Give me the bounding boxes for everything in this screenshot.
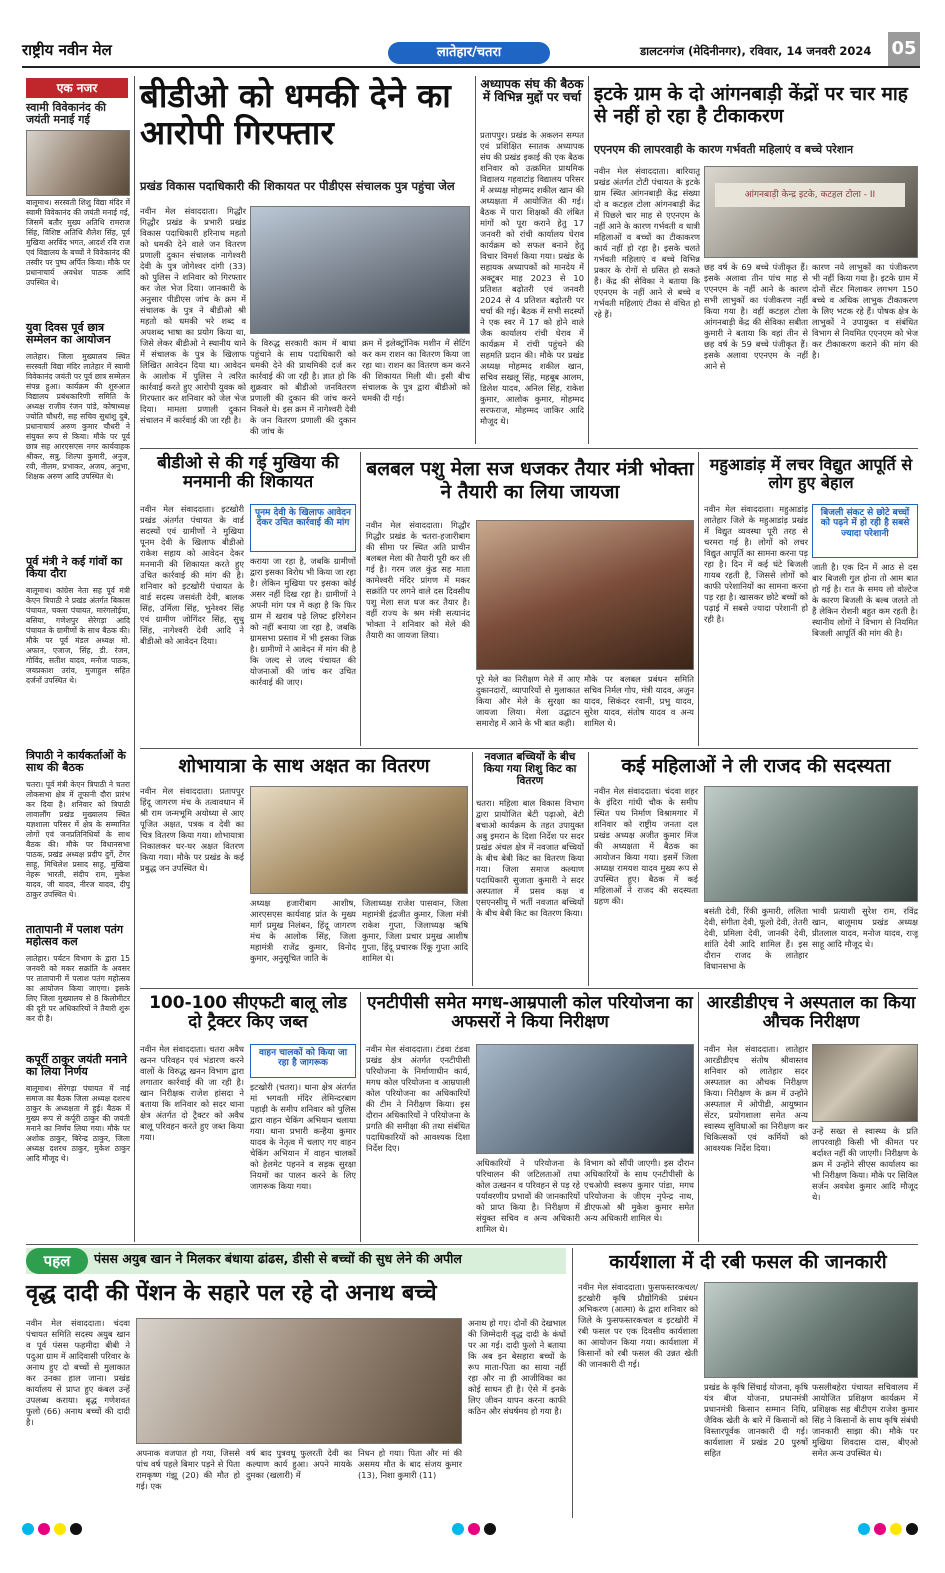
column-divider xyxy=(134,76,135,1242)
story-text: पूरे मेले का निरीक्षण मेले में आए दुकानदारों, व्यापारियों से मुलाकात किया और मेले के सुरक्षा का जायजा लिया। मेला उद्घाटन समारोह में आने के भी बात कही। xyxy=(476,674,580,728)
story-text: नवीन मेल संवाददाता। चंदवा पंचायत समिति सदस्य अयुब खान व पूर्व पंसस फहमीदा बीबी ने पदुआ ग्राम में आदिवासी परिवार के अनाथ हुए दो बच्चों से मुलाकात कर उनका हाल जाना। प्रखंड कार्यालय से प्राप्त हुए कंबल उन्हें उपलब्ध कराया। बृद्ध गणेशवत फुलो (66) अनाथ बच्चों की दादी है। xyxy=(26,1318,130,1427)
section-divider xyxy=(140,448,918,449)
info-box xyxy=(250,1044,356,1078)
brief-text: बालूमाथ। सेरेगड़ा पंचायत में नाई समाज का बैठक जिला अध्यक्ष दशरथ ठाकुर के अध्यक्षता में हुई। बैठक में मुख्य रूप से कर्पूरी ठाकुर की जयंती मनाने का निर्णय लिया गया। मौके पर अशोक ठाकुर, बिरेन्द्र ठाकुर, जिला अध्यक्ष दशरथ ठाकुर, मुकेश ठाकुर आदि मौजूद थे। xyxy=(26,1084,130,1163)
brief-head: तातापानी में पलाश पतंग महोत्सव कल xyxy=(26,923,124,949)
brief-text: लातेहार। जिला मुख्यालय स्थित सरस्वती विद्या मंदिर लातेहार में स्वामी विवेकानंद जयंती पर पूर्व छात्र सम्मेलन संपन्न हुआ। कार्यक्रम की शुरुआत विद्यालय प्रबंधकारिणी समिति के अध्यक्ष राजीव रंजन पांडे, कोषाध्यक्ष ज्योति चौधरी, सह सचिव सुधांशु दुबे, प्रधानाचार्य अरुण कुमार चौधरी ने संयुक्त रूप से किया। मौके पर पूर्व छात्र सह आरएसएस नगर कार्यवाहक श्रीकर, सत्रु, शिल्पा कुमारी, अनुज, रवी, नीलम, प्रभाकर, अजय, अनुभा, शिक्षक अरुण आदि उपस्थित थे। xyxy=(26,352,130,481)
brief-photo xyxy=(26,130,130,196)
story-headline: कार्यशाला में दी रबी फसल की जानकारी xyxy=(609,1251,887,1273)
edition-label: लातेहार/चतरा xyxy=(388,42,550,64)
story-text: नवीन मेल संवाददाता। महुआडांड़ लातेहार जिले के महुआडांड़ प्रखंड में विद्युत व्यवस्था पूरी तरह से चरमरा गई है। लोगों को लचर विद्युत आपूर्ति का सामना करना पड़ रहा है। दिन में कई घंटे बिजली गायब रहती है, जिससे लोगों को काफी परेशानियों का सामना करना पड़ रहा है। खासकर छोटे बच्चों को पढ़ाई में सबसे ज्यादा परेशानी हो रही है। xyxy=(704,504,808,624)
story-text: निधन हो गया। पिता और मां की असमय मौत के बाद संजय कुमार (13), निशा कुमारी (11) xyxy=(358,1448,462,1480)
story-text: मौके पर बलबल प्रबंधन समिति सचिव निर्मल गोप, मंत्री यादव, अजुन यादव, सिकंदर रवानी, प्रभु यादव, सुरेश यादव, संतोष यादव व अन्य शामिल थे। xyxy=(584,674,694,728)
column-divider xyxy=(472,752,473,986)
story-headline: एनटीपीसी समेत मगध-आम्रपाली कोल परियोजना का अफसरों ने किया निरीक्षण xyxy=(367,993,693,1033)
magenta-dot-icon xyxy=(38,1523,50,1535)
story-text: जिलाध्यक्ष राजेश पासवान, जिला महामंत्री इंद्रजीत कुमार, जिला मंत्री राकेश गुप्ता, जिलाध्यक्ष ऋषि कुमार, जिला प्रचार प्रमुख आशीष गुप्ता, हिंदू प्रचारक रिंकू गुप्ता आदि शामिल थे। xyxy=(362,898,468,963)
story-text: नवीन मेल संवाददाता। फुसफस्तरकचल/इटखोरी कृषि प्रौद्योगिकी प्रबंधन अभिकरण (आत्मा) के द्वारा शनिवार को जिले के फुसफस्तरकचल व इटखोरी में रबी फसल पर एक दिवसीय कार्यशाला का आयोजन किया गया। कार्यशाला में किसानों को रबी फसल की उन्नत खेती की जानकारी दी गई। xyxy=(578,1282,698,1369)
story-text: के विरुद्ध सरकारी काम में बाधा पहुंचाने के साथ पदाधिकारी को धमकी देने की प्राथमिकी दर्ज कर कार्रवाई की जा रही है। ज्ञात हो कि शुक्रवार को बीडीओ जनवितरण प्रणाली की दुकान की जांच करने निकले थे। इस क्रम में नागेश्वरी देवी के जन वितरण प्रणाली की दुकान की जांच के xyxy=(250,338,356,436)
brief-text: लातेहार। पर्यटन विभाग के द्वारा 15 जनवरी को मकर सक्रांति के अवसर पर तातापानी में पलाश पतंग महोत्सव का आयोजन किया जाएगा। इसके लिए जिला मुख्यालय से 8 किलोमीटर की दूरी पर अधिकारियों ने तैयारी शुरू कर दी है। xyxy=(26,954,130,1023)
section-divider xyxy=(140,748,918,749)
yellow-dot-icon xyxy=(890,1523,902,1535)
story-text: विभाग को सौंपी जाएगी। इस दौरान अधिकारियों के साथ एनटीपीसी के एचओपी स्वरूप कुमार पांडा, मगध परियोजना के जीएम नृपेन्द्र नाथ, डीएफओ श्री मुकेश कुमार समेत अन्य अधिकारी शामिल थे। xyxy=(584,1158,694,1223)
story-headline: 100-100 सीएफटी बालू लोड दो ट्रैक्टर किए जब्त xyxy=(149,993,347,1033)
story-photo xyxy=(812,1044,918,1122)
story-text: कराया जा रहा है, जबकि ग्रामीणों द्वारा इसका विरोध भी किया जा रहा है। लेकिन मुखिया पर इसका कोई असर नहीं दिख रहा है। ग्रामीणों ने अपनी मांग पत्र में कहा है कि फिर ग्राम में खराब पड़े लिफ्ट इरिगेशन को नहीं बनाया जा रहा है, जबकि ग्रामसभा प्रस्ताव में भी इसका जिक्र है। ग्रामीणों ने आवेदन में मांग की है कि जल्द से जल्द पंचायत की योजनाओं की जांच कर उचित कार्रवाई की जाए। xyxy=(250,556,356,687)
black-dot-icon xyxy=(484,1523,496,1535)
story-headline: आरडीडीएच ने अस्पताल का किया औचक निरीक्षण xyxy=(706,993,916,1033)
story-headline: इटके ग्राम के दो आंगनबाड़ी केंद्रों पर चार माह से नहीं हो रहा है टीकाकरण xyxy=(594,83,908,127)
story-text: नवीन मेल संवाददाता। गिद्धौर गिद्धौर प्रखंड के चतरा-हजारीबाग की सीमा पर स्थित अति प्राचीन बलबल मेला की तैयारी पूरी कर ली गई है। गरम जल कुंड सह माता कामेश्वरी मंदिर प्रांगण में मकर सक्रांति पर लगने वाले दस दिवसीय पशु मेला सज धज कर तैयार है। वहीं राज्य के श्रम मंत्री सत्यानंद भोक्ता ने शनिवार को मेले की तैयारी का जायजा लिया। xyxy=(366,520,470,640)
story-text: उन्हें सख्त से स्वास्थ्य के प्रति लापरवाही किसी भी कीमत पर बर्दाश्त नहीं की जाएगी। निरीक्षण के क्रम में उन्होंने सीएस कार्यालय का भी निरीक्षण किया। मौके पर सिविल सर्जन अवधेश कुमार आदि मौजूद थे। xyxy=(812,1126,918,1202)
story-photo xyxy=(704,786,918,902)
page-number: 05 xyxy=(888,32,920,66)
story-headline: महुआडांड़ में लचर विद्युत आपूर्ति से लोग हुए बेहाल xyxy=(709,455,913,492)
info-box-head: बिजली संकट से छोटे बच्चों को पढ़ने में हो रही है सबसे ज्यादा परेशानी xyxy=(820,508,910,539)
brief-text: बालूमाथ। सरस्वती शिशु विद्या मंदिर में स्वामी विवेकानंद की जयंती मनाई गई, जिसमें बतौर मुख्य अतिथि रामराज सिंह, विशिष्ट अतिथि शैलेश सिंह, पूर्व मुखिया अरविंद भगत, आदर्श रवि राज एवं विद्यालय के बच्चों ने विवेकानंद की तस्वीर पर पुष्प अर्पित किया। मौके पर प्रधानाचार्य अवधेश पाठक आदि उपस्थित थे। xyxy=(26,198,130,287)
magenta-dot-icon xyxy=(874,1523,886,1535)
story-text: छह वर्ष के 69 बच्चे पंजीकृत हैं। इसके अलावा तीन पांच माह से एएनएम के नहीं आने के कारण सभी लाभुकों का पंजीकरण नहीं किया गया है। वहीं कटहल टोला आंगनबाड़ी केंद्र की सेविका सबीता कुमारी ने बताया कि वहां तीन से छह वर्ष के 59 बच्चे पंजीकृत हैं। इसके अलावा एएनएम के नहीं आने से xyxy=(704,262,808,371)
column-divider xyxy=(698,992,699,1242)
cyan-dot-icon xyxy=(452,1523,464,1535)
magenta-dot-icon xyxy=(468,1523,480,1535)
story-headline: बीडीओ को धमकी देने का आरोपी गिरफ्तार xyxy=(140,76,451,152)
story-photo xyxy=(704,1282,918,1378)
story-headline: बीडीओ से की गई मुखिया की मनमानी की शिकायत xyxy=(157,453,339,493)
column-divider xyxy=(588,76,589,444)
story-text: नवीन मेल संवाददाता। बारियातू प्रखंड अंतर्गत टोटी पंचायत के इटके ग्राम स्थित आंगनबाड़ी केंद्र संख्या दो व कटहल टोला आंगनबाड़ी केंद्र में पिछले चार माह से एएनएम के नहीं आने के कारण गर्भवती व धात्री महिलाओं व बच्चों का टीकाकरण कार्य नहीं हो रहा है। इसके चलते गर्भवती महिलाएं व बच्चे विभिन्न प्रकार के रोगों से ग्रसित हो सकते हैं। केंद्र की सेविका ने बताया कि एएनएम के नहीं आने से बच्चे व गर्भवती महिलाएं टीका से वंचित हो रहे हैं। xyxy=(594,166,700,319)
pahal-strap: पंसस अयुब खान ने मिलकर बंधाया ढांढस, डीसी से बच्चों की सुध लेने की अपील xyxy=(94,1251,462,1266)
column-divider xyxy=(588,752,589,986)
story-headline: शोभायात्रा के साथ अक्षत का वितरण xyxy=(178,755,430,777)
story-text: प्रखंड के कृषि सिंचाई योजना, कृषि यंत्र बीज योजना, प्रधानमंत्री प्रधानमंत्री किसान सम्मान निधि, जैविक खेती के बारे में किसानों को विस्तारपूर्वक जानकारी दी गई। कार्यशाला में प्रखंड 20 पुरुषों सहित xyxy=(704,1382,808,1458)
story-subhead: प्रखंड विकास पदाधिकारी की शिकायत पर पीडीएस संचालक पुत्र पहुंचा जेल xyxy=(140,179,455,193)
story-headline: कई महिलाओं ने ली राजद की सदस्यता xyxy=(621,755,891,777)
story-text: प्रतापपुर। प्रखंड के अकलन सम्पत एवं प्रशिक्षित स्नातक अध्यापक संघ की प्रखंड इकाई की एक बैठक शनिवार को उत्क्रमित प्राथमिक विद्यालय गहवाटांड़ विद्यालय परिसर में अध्यक्ष मोहम्मद शकील खान की अध्यक्षता में आयोजित की गई। बैठक में पारा शिक्षकों की लंबित मांगों को पूरा कराने हेतु 17 जनवरी को रांची कार्यालय घेराव कार्यक्रम को सफल बनाने हेतु विचार विमर्श किया गया। प्रखंड के सहायक अध्यापकों को मानदेय में अक्टूबर माह 2023 से 10 प्रतिशत बढ़ोतरी एवं जनवरी 2024 से 4 प्रतिशत बढ़ोतरी पर चर्चा की गई। बैठक में सभी सदस्यों ने एक स्वर में 17 को होने वाले जैक कार्यालय रांची घेराव में कार्यक्रम में रांची पहुंचने की सहमति प्रदान की। मौके पर प्रखंड अध्यक्ष मोहम्मद शकील खान, सचिव सखलू सिंह, महबूब आलम, डिलेश यादव, अनिल सिंह, राकेश कुमार, आलोक कुमार, मोहम्मद सरफराज, मोहम्मद जाकिर आदि मौजूद थे। xyxy=(480,130,584,426)
info-box xyxy=(250,504,356,552)
column-divider xyxy=(698,452,699,746)
info-box-head: वाहन चालकों को किया जा रहा है जागरूक xyxy=(258,1048,348,1069)
section-divider xyxy=(140,988,918,989)
story-text: नवीन मेल संवाददाता। चतरा अवैध खनन परिवहन एवं भंडारण करने वालों के विरुद्ध खनन विभाग द्वारा लगातार कार्रवाई की जा रही है। खान निरीक्षक राजेश हांसदा ने बताया कि शनिवार को सदर थाना क्षेत्र अंतर्गत दो ट्रैक्टर को अवैध बालू परिवहन करते हुए जब्त किया गया। xyxy=(140,1044,244,1142)
cyan-dot-icon xyxy=(858,1523,870,1535)
black-dot-icon xyxy=(70,1523,82,1535)
story-text: अनाथ हो गए। दोनों की देखभाल की जिम्मेदारी वृद्ध दादी के कंधों पर आ गई। दादी फुलो ने बताया कि अब इन बेसहारा बच्चों के रूप माता-पिता का साया नहीं रहा और ना ही आजीविका का कोई साधन ही है। ऐसे में इनके लिए जीवन यापन करना काफी कठिन और संघर्षमय हो गया है। xyxy=(468,1318,566,1416)
story-text: फसलीबहेरा पंचायत सचिवालय में आयोजित प्रशिक्षण कार्यक्रम में प्रशिक्षक सह बीटीएम राजेश कुमार सिंह ने किसानों के साथ कृषि संबंधी जानकारी साझा की। मौके पर मुखिया शिवदास दास, बीएओ समेत अन्य उपस्थित थे। xyxy=(812,1382,918,1458)
brief-head: कपूर्री ठाकुर जयंती मनाने का लिया निर्णय xyxy=(26,1053,128,1079)
column-divider xyxy=(360,992,361,1242)
story-text: अपनाक वजपात हो गया, जिससे पांच वर्ष पहले बिमार पड़ने से पिता रामकृष्ण गंझू (20) की मौत हो गई। एक xyxy=(136,1448,240,1491)
newspaper-logo: राष्ट्रीय नवीन मेल xyxy=(22,41,112,59)
story-text: क्रम में इलेक्ट्रॉनिक मशीन में सेटिंग कर कम राशन का वितरण किया जा रहा था। राशन का वितरण कम करने की शिकायत मिली थी। इसी बीच संचालक के पुत्र द्वारा बीडीओ को धमकी दी गई। xyxy=(362,338,470,403)
story-photo xyxy=(250,206,470,334)
photo-sign: आंगनबाड़ी केन्द्र इटके, कटहल टोला - II xyxy=(715,183,905,207)
info-box-head: पूनम देवी के खिलाफ आवेदन देकर उचित कार्रवाई की मांग xyxy=(254,508,352,529)
story-photo xyxy=(704,166,918,258)
pahal-label: पहल xyxy=(26,1248,88,1274)
story-headline: बलबल पशु मेला सज धजकर तैयार मंत्री भोक्ता ने तैयारी का लिया जायजा xyxy=(366,458,694,503)
story-text: अध्यक्ष हजारीबाग आशीष, आरएसएस कार्यवाह प्रांत के मुख्य मार्ग प्रमुख निलंबन, हिंदू जागरण मंच के आलोक सिंह, जिला महामंत्री राजेंद्र कुमार, विनोद कुमार, अनुसूचित जाति के xyxy=(250,898,356,963)
story-text: वर्ष बाद पुत्रवधू फुलरती देवी का कल्याण कार्य हुआ। अपने मायके दुमका (खलारी) में xyxy=(246,1448,352,1480)
story-text: बसंती देवी, रिंकी कुमारी, ललिता देवी, संगीता देवी, फूलो देवी, तेतरी देवी, प्रमिला देवी, जानकी देवी, शांति देवी आदि शामिल हैं। इस दौरान राजद के लातेहार विधानसभा के xyxy=(704,906,808,971)
dateline: डालटनगंज (मेदिनीनगर), रविवार, 14 जनवरी 2024 xyxy=(640,44,872,58)
story-text: नवीन मेल संवाददाता। चंदवा शहर के इंदिरा गांधी चौक के समीप स्थित पथ निर्माण विश्रामगार में शनिवार को राष्ट्रीय जनता दल प्रखंड अध्यक्ष अजीत कुमार मिंज की अध्यक्षता में बैठक का आयोजन किया गया। इसमें जिला अध्यक्ष रामयश यादव मुख्य रूप से उपस्थित हुए। बैठक में कई महिलाओं ने राजद की सदस्यता ग्रहण की। xyxy=(594,786,698,906)
story-headline: अध्यापक संघ की बैठक में विभिन्न मुद्दों पर चर्चा xyxy=(480,77,584,105)
yellow-dot-icon xyxy=(54,1523,66,1535)
brief-text: चतरा। पूर्व मंत्री केएन त्रिपाठी ने चतरा लोकसभा क्षेत्र में तूफानी दौरा प्रारंभ कर दिया है। शनिवार को त्रिपाठी लावालौंग प्रखंड मुख्यालय स्थित यज्ञशाला परिसर में क्षेत्र के सम्मानित लोगों एवं जनप्रतिनिधियों के साथ बैठक की। मौके पर विधानसभा पाठक, प्रखंड अध्यक्ष प्रदीप दुर्गे, टेंगर साहू, मिथिलेश प्रसाद साहू, मुखिया नेहरू भारती, संदीप राम, मुकेश यादव, जी यादव, नीरज यादव, दीपू ठाकुर उपस्थित थे। xyxy=(26,780,130,899)
story-photo xyxy=(136,1318,462,1444)
story-text: चतरा। महिला बाल विकास विभाग द्वारा प्रायोजित बेटी पढ़ाओ, बेटी बचाओ कार्यक्रम के तहत उपायुक्त अबु इमरान के दिशा निर्देश पर सदर प्रखंड अंचल क्षेत्र में नवजात बच्चियों के बीच बेबी किट का वितरण किया गया। जिला समाज कल्याण पदाधिकारी सुजाता कुमारी ने सदर अस्पताल में प्रसव कक्ष व एसएनसीयू में भर्ती नवजात बच्चियों के बीच बेबी किट का वितरण किया। xyxy=(476,798,584,918)
brief-head: त्रिपाठी ने कार्यकर्ताओं के साथ की बैठक xyxy=(26,749,126,775)
story-text: जाती है। एक दिन में आठ से दस बार बिजली गुल होना तो आम बात हो गई है। रात के समय लो वोल्टेज के कारण बिजली के बल्ब जलते तो हैं लेकिन रोशनी बहुत कम रहती है। स्थानीय लोगों ने विभाग से नियमित बिजली आपूर्ति की मांग की है। xyxy=(812,562,918,638)
column-divider xyxy=(572,1248,573,1518)
print-registration-bar xyxy=(22,1522,920,1536)
story-photo xyxy=(476,1044,694,1154)
section-divider xyxy=(26,1244,918,1245)
story-text: अधिकारियों ने परियोजना के परिचालन की जटिलताओं तथा कोल उत्खनन व परिवहन से पड़ रहे पर्यावरणीय प्रभावों की जानकारियों को प्राप्त किया है। निरीक्षण में संयुक्त सचिव व अन्य अधिकारी शामिल थे। xyxy=(476,1158,580,1234)
story-photo xyxy=(250,786,468,894)
story-headline: नवजात बच्चियों के बीच किया गया शिशु किट का वितरण xyxy=(483,751,577,787)
story-text: भावी प्रत्याशी सुरेश राम, रविंद्र खान, बालूमाथ प्रखंड अध्यक्ष प्रीतलाल यादव, मनोज यादव, राजू साहू आदि मौजूद थे। xyxy=(812,906,918,949)
brief-head: पूर्व मंत्री ने कई गांवों का किया दौरा xyxy=(26,555,123,581)
story-text: नवीन मेल संवाददाता। टंडवा टंडवा प्रखंड क्षेत्र अंतर्गत एनटीपीसी परियोजना के निर्माणाधीन कार्य, मगध कोल परियोजना व आम्रपाली कोल परियोजना का अधिकारियों की टीम ने निरीक्षण किया। इस दौरान अधिकारियों ने परियोजना के प्रगति की समीक्षा की तथा संबंधित पदाधिकारियों को आवश्यक दिशा निर्देश दिए। xyxy=(366,1044,470,1153)
story-photo xyxy=(476,520,694,670)
info-box xyxy=(812,504,918,558)
brief-head: स्वामी विवेकानंद की जयंती मनाई गई xyxy=(26,101,106,127)
story-headline: वृद्ध दादी की पेंशन के सहारे पल रहे दो अनाथ बच्चे xyxy=(26,1281,437,1306)
brief-text: बालूमाथ। कांग्रेस नेता सह पूर्व मंत्री केएन त्रिपाठी ने प्रखंड अंतर्गत बिकास पंचायत, चक्ला पंचायत, मारंगलोईया, बसिया, गणेशपुर सेरेगड़ा आदि पंचायत के ग्रामीणों के साथ बैठक की। मौके पर पूर्व मंडल अध्यक्ष मो. अफान, एजाज, सिंह, डी. रंजन, गोविंद, सतीश यादव, मनोज पाठक, जयप्रकाश उरांव, मुजाहुल सहित दर्जनों उपस्थित थे। xyxy=(26,586,130,685)
story-text: नवीन मेल संवाददाता। इटखोरी प्रखंड अंतर्गत पंचायत के वार्ड सदस्यों एवं ग्रामीणों ने मुखिया पूनम देवी के खिलाफ बीडीओ राकेश सहाय को आवेदन देकर मनमानी की शिकायत करते हुए उचित कार्रवाई की मांग की है। शनिवार को इटखोरी पंचायत के वार्ड सदस्य जसवंती देवी, बालक सिंह, उर्मिला सिंह, भुनेश्वर सिंह एवं ग्रामीण जोगिंदर सिंह, सुधु सिंह, नागेश्वरी देवी आदि ने बीडीओ को आवेदन दिया। xyxy=(140,504,244,646)
story-text: नवीन मेल संवाददाता। लातेहार आरडीडीएच संतोष श्रीवास्तव शनिवार को लातेहार सदर अस्पताल का औचक निरीक्षण किया। निरीक्षण के क्रम में उन्होंने अस्पताल में ओपीडी, आयुष्मान सेंटर, प्रयोगशाला समेत अन्य स्वास्थ्य सुविधाओं का निरीक्षण कर चिकित्सकों एवं कर्मियों को आवश्यक निर्देश दिया। xyxy=(704,1044,808,1153)
story-subhead: एएनएम की लापरवाही के कारण गर्भवती महिलाएं व बच्चे परेशान xyxy=(594,143,854,156)
kicker-ek-nazar: एक नजर xyxy=(26,78,128,98)
black-dot-icon xyxy=(906,1523,918,1535)
brief-head: युवा दिवस पूर्व छात्र सम्मेलन का आयोजन xyxy=(26,321,111,347)
column-divider xyxy=(360,452,361,746)
cyan-dot-icon xyxy=(22,1523,34,1535)
story-text: इटखोरी (चतरा)। थाना क्षेत्र अंतर्गत मां भगवती मंदिर लेमिन्दरबाग पहाड़ी के समीप शनिवार को पुलिस द्वारा वाहन चेकिंग अभियान चलाया गया। थाना प्रभारी कन्हैया कुमार यादव के नेतृत्व में चलाए गए वाहन चेकिंग अभियान में वाहन चालकों को हेलमेट पहनने व सड़क सुरक्षा नियमों का पालन करने के लिए जागरूक किया गया। xyxy=(250,1082,356,1191)
story-text: नवीन मेल संवाददाता। गिद्धौर गिद्धौर प्रखंड के प्रभारी प्रखंड विकास पदाधिकारी हरिनाथ महतो को धमकी देने वाले जन वितरण प्रणाली दुकान संचालक नागेश्वरी देवी के पुत्र जोगेश्वर दांगी (33) को पुलिस ने शनिवार को गिरफ्तार कर जेल भेज दिया। जानकारी के अनुसार पीडीएस जांच के क्रम में संचालक के पुत्र ने बीडीओ श्री महतो को धमकी भरे शब्द व अपशब्द भाषा का प्रयोग किया था, जिसे लेकर बीडीओ ने स्थानीय थाने में संचालक के पुत्र के खिलाफ लिखित आवेदन दिया था। आवेदन के आलोक में पुलिस ने त्वरित कार्रवाई करते हुए आरोपी युवक को गिरफ्तार कर शनिवार को जेल भेज दिया। मामला प्रणाली दुकान संचालन में कार्रवाई की जा रही है। xyxy=(140,206,246,425)
story-text: नवीन मेल संवाददाता। प्रतापपुर हिंदू जागरण मंच के तत्वावधान में श्री राम जन्मभूमि अयोध्या से आए पूजित अक्षत, पत्रक व देवी का चित्र वितरण किया गया। शोभायात्रा निकालकर घर-घर अक्षत वितरण किया गया। मौके पर प्रखंड के कई प्रबुद्ध जन उपस्थित थे। xyxy=(140,786,244,873)
story-text: कारण नये लाभुकों का पंजीकरण भी नहीं किया गया है। इटके ग्राम में दोनों सेंटर मिलाकर लगभग 150 बच्चे व अधिक लाभुक टीकाकरण के लिए भटक रहे हैं। पोषक क्षेत्र के लाभुकों ने उपायुक्त व संबंधित विभाग से नियमित एएनएम को भेज कर टीकाकरण कराने की मांग की है। xyxy=(812,262,918,360)
column-divider xyxy=(475,76,476,444)
